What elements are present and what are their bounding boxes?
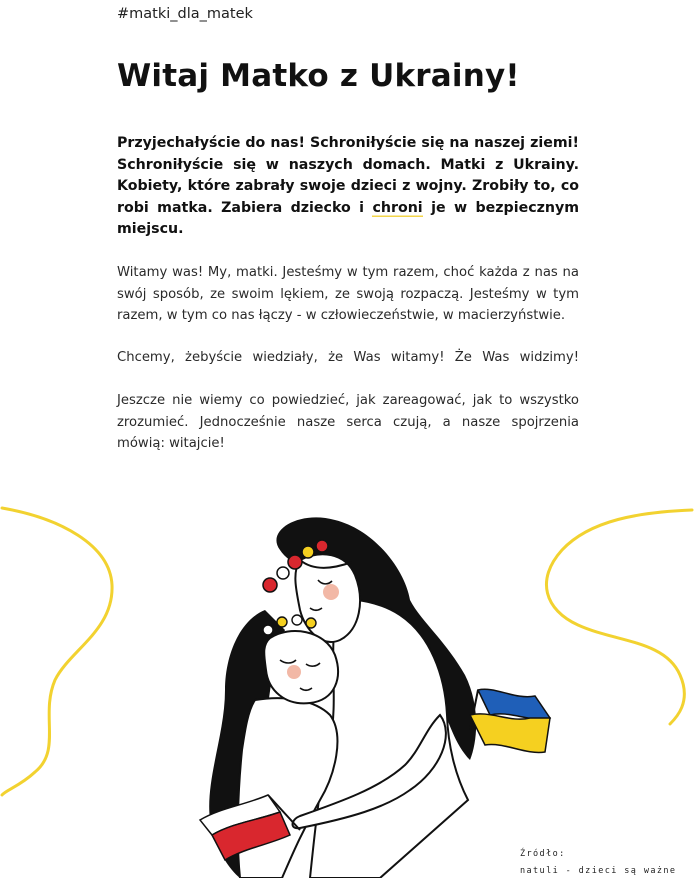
hashtag: #matki_dla_matek — [117, 6, 253, 22]
ukraine-flag-icon — [470, 689, 550, 752]
highlighted-word: chroni — [372, 199, 423, 216]
daughter-face — [264, 631, 338, 703]
credit-source: natuli - dzieci są ważne — [520, 866, 677, 876]
yellow-wave-right — [546, 510, 692, 724]
lead-text-after: je w bezpiecznym miejscu. — [117, 199, 579, 237]
body-paragraph: Witamy was! My, matki. Jesteśmy w tym razem, choć każda z nas na swój sposób, ze swoim lękiem, ze swoją rozpaczą. Jesteśmy w tym razem, w tym co nas łączy - w człowieczeństwie, w macierzyństwie. — [117, 265, 579, 324]
body-paragraph: Jeszcze nie wiemy co powiedzieć, jak zareagować, jak to wszystko zrozumieć. Jednocześnie nasze serca czują, a nasze spojrzenia mówią: witajcie! — [117, 393, 579, 452]
body-paragraph: Chcemy, żebyście wiedziały, że Was witamy! Że Was widzimy! — [117, 350, 579, 365]
mothers-embrace-illustration — [0, 490, 695, 878]
source-credit — [520, 846, 676, 880]
yellow-wave-left — [2, 508, 112, 795]
credit-label: Źródło: — [520, 849, 566, 859]
page-title: Witaj Matko z Ukrainy! — [117, 58, 520, 94]
daughter-cheek — [287, 665, 301, 679]
lead-paragraph — [117, 133, 579, 241]
mother-cheek — [323, 584, 339, 600]
lead-text-before: Przyjechałyście do nas! Schroniłyście się na naszej ziemi! Schroniłyście się w naszych domach. Matki z Ukrainy. Kobiety, które zabrały swoje dzieci z wojny. Zrobiły to, co robi matka. Zabiera dziecko i — [117, 135, 579, 216]
